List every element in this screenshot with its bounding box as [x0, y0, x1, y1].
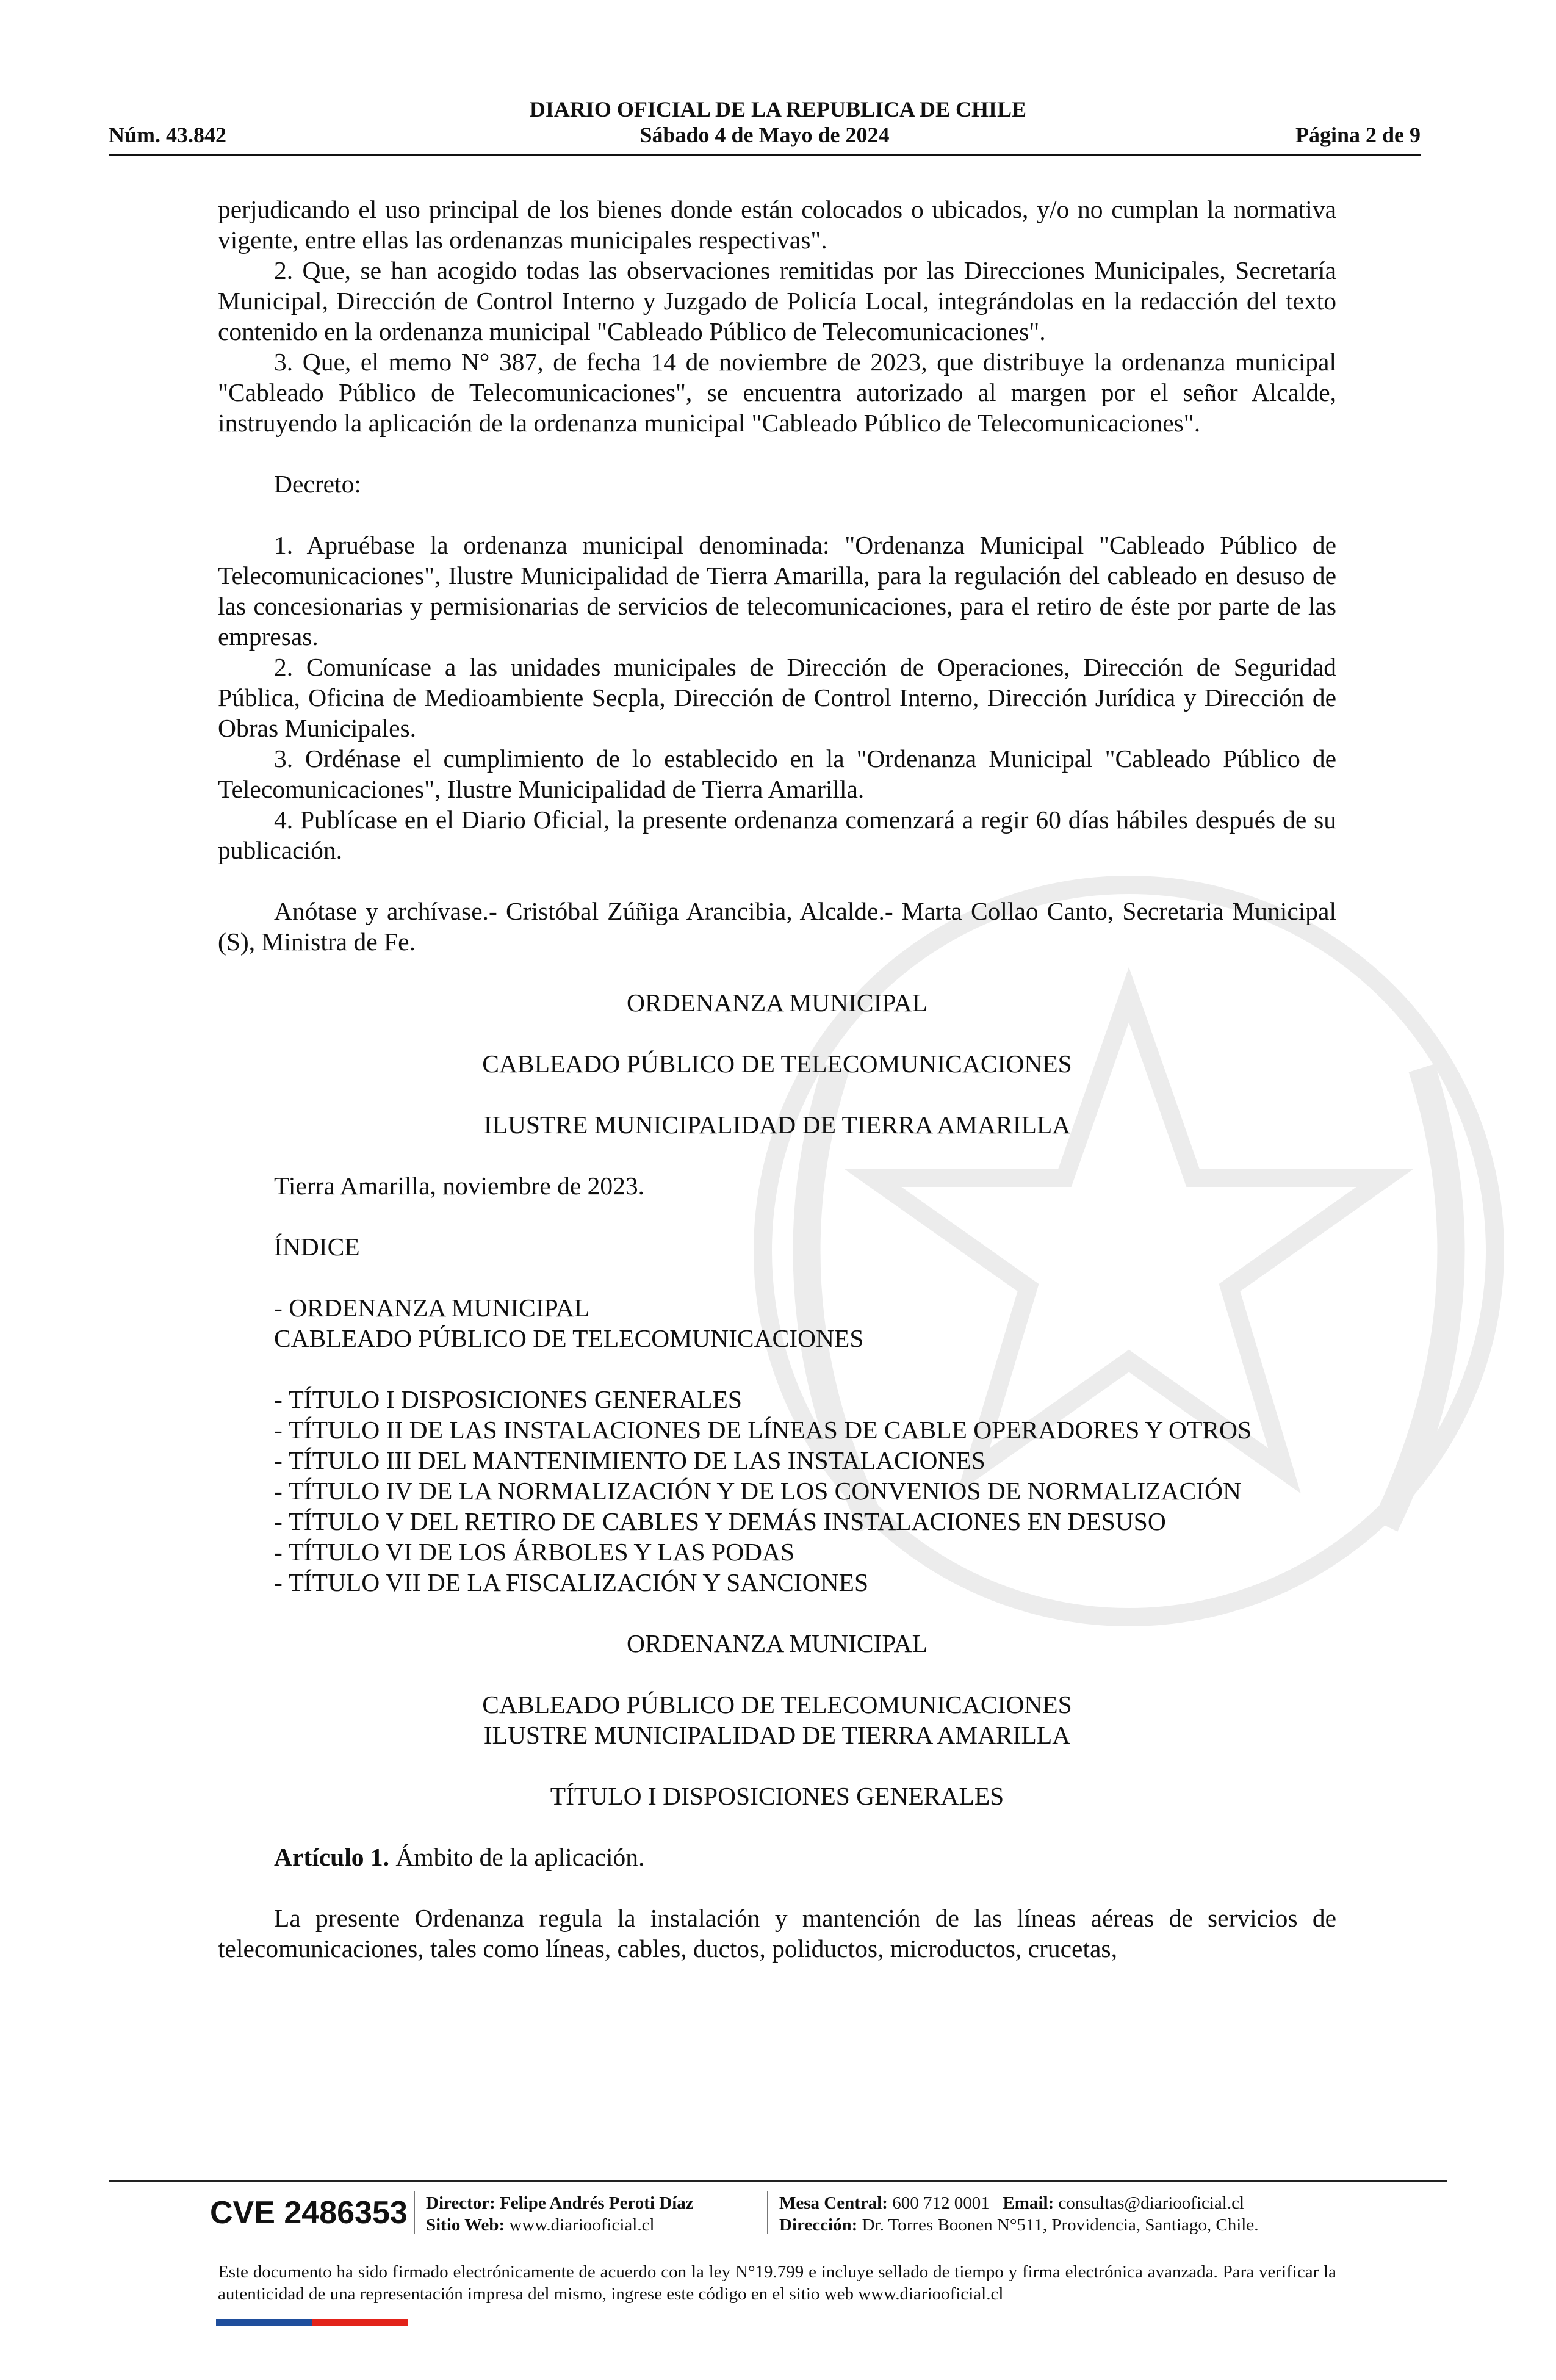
index-entry: - TÍTULO I DISPOSICIONES GENERALES: [274, 1385, 742, 1413]
header-divider: [109, 154, 1421, 156]
contact-line: [779, 2192, 1258, 2214]
paragraph: perjudicando el uso principal de los bienes donde están colocados o ubicados, y/o no cumplan la normativa vigente, entre ellas las ordenanzas municipales respectivas".: [218, 195, 1336, 254]
signatures-paragraph: Anótase y archívase.- Cristóbal Zúñiga Arancibia, Alcalde.- Marta Collao Canto, Secretaria Municipal (S), Ministra de Fe.: [218, 897, 1336, 956]
issue-date: Sábado 4 de Mayo de 2024: [639, 123, 890, 147]
newspaper-title: DIARIO OFICIAL DE LA REPUBLICA DE CHILE: [529, 97, 1027, 121]
index-entry: - TÍTULO IV DE LA NORMALIZACIÓN Y DE LOS CONVENIOS DE NORMALIZACIÓN: [274, 1477, 1241, 1505]
article-heading: [218, 1842, 1336, 1872]
article-title: Ámbito de la aplicación.: [389, 1843, 645, 1871]
decree-item: 4. Publícase en el Diario Oficial, la presente ordenanza comenzará a regir 60 días hábiles después de su publicación.: [218, 806, 1336, 864]
place-date: Tierra Amarilla, noviembre de 2023.: [274, 1172, 644, 1200]
cve-code: CVE 2486353: [210, 2195, 408, 2230]
ordinance-title: ORDENANZA MUNICIPAL: [626, 1629, 928, 1657]
index-entry: - ORDENANZA MUNICIPAL: [274, 1294, 590, 1322]
flag-stripe: [216, 2319, 408, 2326]
article-label: Artículo 1.: [274, 1843, 390, 1871]
footer-separator: [414, 2191, 415, 2234]
email-address[interactable]: consultas@diariooficial.cl: [1054, 2193, 1245, 2213]
address-label: Dirección:: [779, 2215, 858, 2235]
flag-red-segment: [312, 2319, 408, 2326]
ordinance-title: ORDENANZA MUNICIPAL: [626, 989, 928, 1017]
decree-item: 2. Comunícase a las unidades municipales de Dirección de Operaciones, Dirección de Seguridad Pública, Oficina de Medioambiente Secpla, Dirección de Control Interno, Dirección Jurídica y Dirección de Obras Municipales.: [218, 653, 1336, 742]
paragraph: La presente Ordenanza regula la instalación y mantención de las líneas aéreas de servicios de telecomunicaciones, tales como líneas, cables, ductos, poliductos, microductos, crucetas,: [218, 1904, 1336, 1963]
index-entry: - TÍTULO VI DE LOS ÁRBOLES Y LAS PODAS: [274, 1538, 795, 1566]
ordinance-subtitle: CABLEADO PÚBLICO DE TELECOMUNICACIONES: [482, 1050, 1072, 1078]
index-entry: - TÍTULO V DEL RETIRO DE CABLES Y DEMÁS INSTALACIONES EN DESUSO: [274, 1507, 1166, 1535]
index-entry: - TÍTULO II DE LAS INSTALACIONES DE LÍNEAS DE CABLE OPERADORES Y OTROS: [274, 1416, 1252, 1444]
index-entry: CABLEADO PÚBLICO DE TELECOMUNICACIONES: [274, 1324, 864, 1352]
email-label: Email:: [1003, 2193, 1054, 2213]
index-heading: ÍNDICE: [274, 1233, 360, 1261]
address-text: Dr. Torres Boonen N°511, Providencia, Santiago, Chile.: [857, 2215, 1259, 2235]
footer-separator: [767, 2191, 768, 2234]
director-line: [426, 2192, 694, 2214]
paragraph: 2. Que, se han acogido todas las observaciones remitidas por las Direcciones Municipales, Secretaría Municipal, Dirección de Control Interno y Juzgado de Policía Local, integrándolas en la redacción del texto contenido en la ordenanza municipal "Cableado Público de Telecomunicaciones".: [218, 256, 1336, 345]
director-name: Felipe Andrés Peroti Díaz: [495, 2193, 694, 2213]
site-label: Sitio Web:: [426, 2215, 505, 2235]
municipality-name: ILUSTRE MUNICIPALIDAD DE TIERRA AMARILLA: [483, 1721, 1071, 1749]
page-number: Página 2 de 9: [1295, 123, 1421, 147]
index-entry: - TÍTULO III DEL MANTENIMIENTO DE LAS INSTALACIONES: [274, 1446, 985, 1474]
footer-divider: [109, 2180, 1447, 2182]
issue-number: Núm. 43.842: [109, 123, 227, 147]
footer-director-block: [426, 2192, 694, 2236]
site-url[interactable]: www.diariooficial.cl: [505, 2215, 655, 2235]
index-entry: - TÍTULO VII DE LA FISCALIZACIÓN Y SANCIONES: [274, 1568, 869, 1596]
signature-note: Este documento ha sido firmado electrónicamente de acuerdo con la ley N°19.799 e incluye sellado de tiempo y firma electrónica avanzada. Para verificar la autenticidad de una representación impresa del mismo, ingrese este código en el sitio web www.diariooficial.cl: [218, 2262, 1336, 2304]
paragraph: 3. Que, el memo N° 387, de fecha 14 de noviembre de 2023, que distribuye la ordenanza municipal "Cableado Público de Telecomunicaciones", se encuentra autorizado al margen por el señor Alcalde, instruyendo la aplicación de la ordenanza municipal "Cableado Público de Telecomunicaciones".: [218, 348, 1336, 437]
document-body: [218, 194, 1336, 1964]
site-line: [426, 2214, 694, 2236]
flag-blue-segment: [216, 2319, 312, 2326]
mesa-phone: 600 712 0001: [887, 2193, 990, 2213]
director-label: Director:: [426, 2193, 495, 2213]
mesa-label: Mesa Central:: [779, 2193, 888, 2213]
decree-item: 1. Apruébase la ordenanza municipal denominada: "Ordenanza Municipal "Cableado Público de Telecomunicaciones", Ilustre Municipalidad de Tierra Amarilla, para la regulación del cableado en desuso de las concesionarias y permisionarias de servicios de telecomunicaciones, para el retiro de éste por parte de las empresas.: [218, 531, 1336, 651]
footer-contact-block: [779, 2192, 1258, 2236]
ordinance-subtitle: CABLEADO PÚBLICO DE TELECOMUNICACIONES: [482, 1690, 1072, 1718]
decree-item: 3. Ordénase el cumplimiento de lo establecido en la "Ordenanza Municipal "Cableado Público de Telecomunicaciones", Ilustre Municipalidad de Tierra Amarilla.: [218, 745, 1336, 803]
address-line: [779, 2214, 1258, 2236]
municipality-name: ILUSTRE MUNICIPALIDAD DE TIERRA AMARILLA: [483, 1111, 1071, 1139]
title-heading: TÍTULO I DISPOSICIONES GENERALES: [550, 1782, 1004, 1810]
header-row: [109, 122, 1421, 150]
decree-heading: Decreto:: [274, 470, 361, 498]
